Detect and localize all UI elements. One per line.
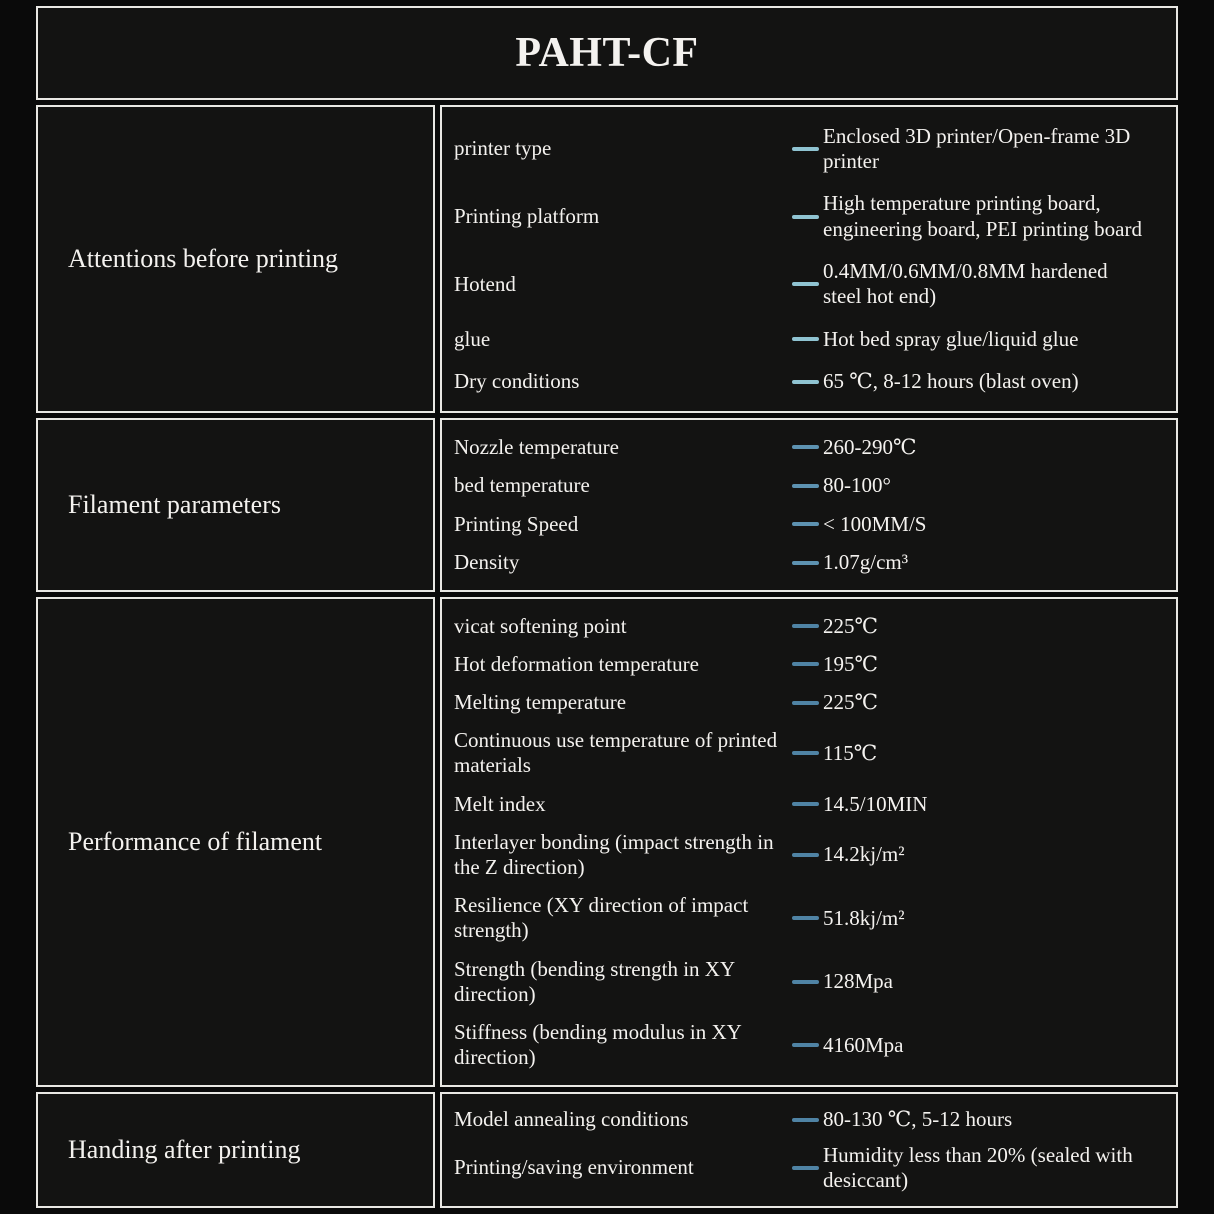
param-value-text: Hot bed spray glue/liquid glue	[823, 326, 1079, 351]
param-value-text: 51.8kj/m²	[823, 905, 905, 930]
table-row	[454, 893, 1168, 943]
section-title-filament-parameters: Filament parameters	[36, 418, 435, 592]
dash-icon	[792, 751, 819, 755]
param-value	[792, 906, 905, 931]
dash-icon	[792, 445, 819, 449]
param-label: Hotend	[454, 271, 516, 296]
table-row	[454, 191, 1168, 241]
page-title: PAHT-CF	[36, 6, 1178, 100]
dash-icon	[792, 662, 819, 666]
param-value	[792, 1033, 904, 1058]
param-label: Printing platform	[454, 203, 600, 228]
param-value	[792, 124, 1145, 174]
dash-icon	[792, 916, 819, 920]
param-value	[792, 741, 877, 766]
section-title-handing-after-printing: Handing after printing	[36, 1092, 435, 1208]
dash-icon	[792, 215, 819, 219]
param-label: Model annealing conditions	[454, 1107, 689, 1132]
param-value	[792, 191, 1145, 241]
param-value-text: 4160Mpa	[823, 1032, 904, 1057]
table-row	[454, 124, 1168, 174]
param-label: Nozzle temperature	[454, 434, 619, 459]
param-value	[792, 369, 1079, 394]
param-value-text: 80-130 ℃, 5-12 hours	[823, 1107, 1013, 1132]
param-value	[792, 969, 893, 994]
dash-icon	[792, 561, 819, 565]
dash-icon	[792, 282, 819, 286]
param-value-text: 0.4MM/0.6MM/0.8MM hardened steel hot end)	[823, 258, 1108, 309]
param-label: Melt index	[454, 791, 546, 816]
param-value-text: 115℃	[823, 740, 878, 765]
dash-icon	[792, 380, 819, 384]
param-label: printer type	[454, 136, 552, 161]
dash-icon	[792, 980, 819, 984]
param-value-text: 14.2kj/m²	[823, 842, 905, 867]
dash-icon	[792, 853, 819, 857]
param-value	[792, 792, 927, 817]
dash-icon	[792, 701, 819, 705]
section-content-filament-parameters	[440, 418, 1178, 592]
param-value-text: 128Mpa	[823, 969, 893, 994]
dash-icon	[792, 522, 819, 526]
param-label: Printing/saving environment	[454, 1155, 694, 1180]
table-row	[454, 369, 1168, 394]
param-value	[792, 550, 908, 575]
param-label: Resilience (XY direction of impact strength)	[454, 893, 749, 943]
param-label: Hot deformation temperature	[454, 651, 699, 676]
param-label: Continuous use temperature of printed materials	[454, 728, 778, 778]
param-value-text: 1.07g/cm³	[823, 550, 909, 575]
dash-icon	[792, 1166, 819, 1170]
param-value-text: 260-290℃	[823, 434, 917, 459]
table-row	[454, 550, 1168, 575]
section-content-attentions-before-printing	[440, 105, 1178, 413]
param-label: Dry conditions	[454, 369, 580, 394]
table-row	[454, 435, 1168, 460]
param-value	[792, 473, 891, 498]
table-row	[454, 1143, 1168, 1193]
section-title-attentions-before-printing: Attentions before printing	[36, 105, 435, 413]
param-label: vicat softening point	[454, 613, 627, 638]
table-row	[454, 512, 1168, 537]
section-title-performance-of-filament: Performance of filament	[36, 597, 435, 1087]
param-label: Printing Speed	[454, 511, 579, 536]
param-value-text: 225℃	[823, 689, 878, 714]
section-content-performance-of-filament	[440, 597, 1178, 1087]
dash-icon	[792, 1118, 819, 1122]
param-label: Stiffness (bending modulus in XY direction)	[454, 1020, 741, 1070]
param-value	[792, 652, 878, 677]
table-row	[454, 792, 1168, 817]
table-row	[454, 728, 1168, 778]
param-value-text: 65 ℃, 8-12 hours (blast oven)	[823, 369, 1079, 394]
param-value	[792, 327, 1078, 352]
param-value	[792, 435, 917, 460]
param-value-text: 80-100°	[823, 473, 891, 498]
dash-icon	[792, 484, 819, 488]
table-row	[454, 259, 1168, 309]
param-value-text: High temperature printing board, engineering board, PEI printing board	[823, 191, 1142, 241]
param-label: bed temperature	[454, 473, 590, 498]
param-value	[792, 259, 1145, 309]
param-value-text: 195℃	[823, 651, 878, 676]
param-label: Strength (bending strength in XY direction)	[454, 956, 735, 1006]
param-label: Interlayer bonding (impact strength in the Z direction)	[454, 829, 774, 879]
param-value-text: 225℃	[823, 613, 878, 638]
dash-icon	[792, 624, 819, 628]
param-value	[792, 512, 926, 537]
table-row	[454, 327, 1168, 352]
table-row	[454, 473, 1168, 498]
param-value	[792, 842, 905, 867]
table-row	[454, 1020, 1168, 1070]
param-label: Melting temperature	[454, 689, 627, 714]
param-value	[792, 690, 878, 715]
param-label: glue	[454, 326, 491, 351]
param-value-text: Humidity less than 20% (sealed with desiccant)	[823, 1142, 1133, 1192]
table-row	[454, 652, 1168, 677]
param-value	[792, 1107, 1012, 1132]
param-label: Density	[454, 550, 520, 575]
section-content-handing-after-printing	[440, 1092, 1178, 1208]
table-row	[454, 690, 1168, 715]
table-row	[454, 830, 1168, 880]
spec-table	[36, 6, 1178, 1208]
dash-icon	[792, 147, 819, 151]
param-value	[792, 614, 878, 639]
table-row	[454, 1107, 1168, 1132]
param-value-text: 14.5/10MIN	[823, 791, 928, 816]
dash-icon	[792, 337, 819, 341]
dash-icon	[792, 1043, 819, 1047]
table-row	[454, 957, 1168, 1007]
param-value-text: < 100MM/S	[823, 511, 927, 536]
param-value-text: Enclosed 3D printer/Open-frame 3D printer	[823, 123, 1131, 173]
dash-icon	[792, 802, 819, 806]
param-value	[792, 1143, 1145, 1193]
table-row	[454, 614, 1168, 639]
